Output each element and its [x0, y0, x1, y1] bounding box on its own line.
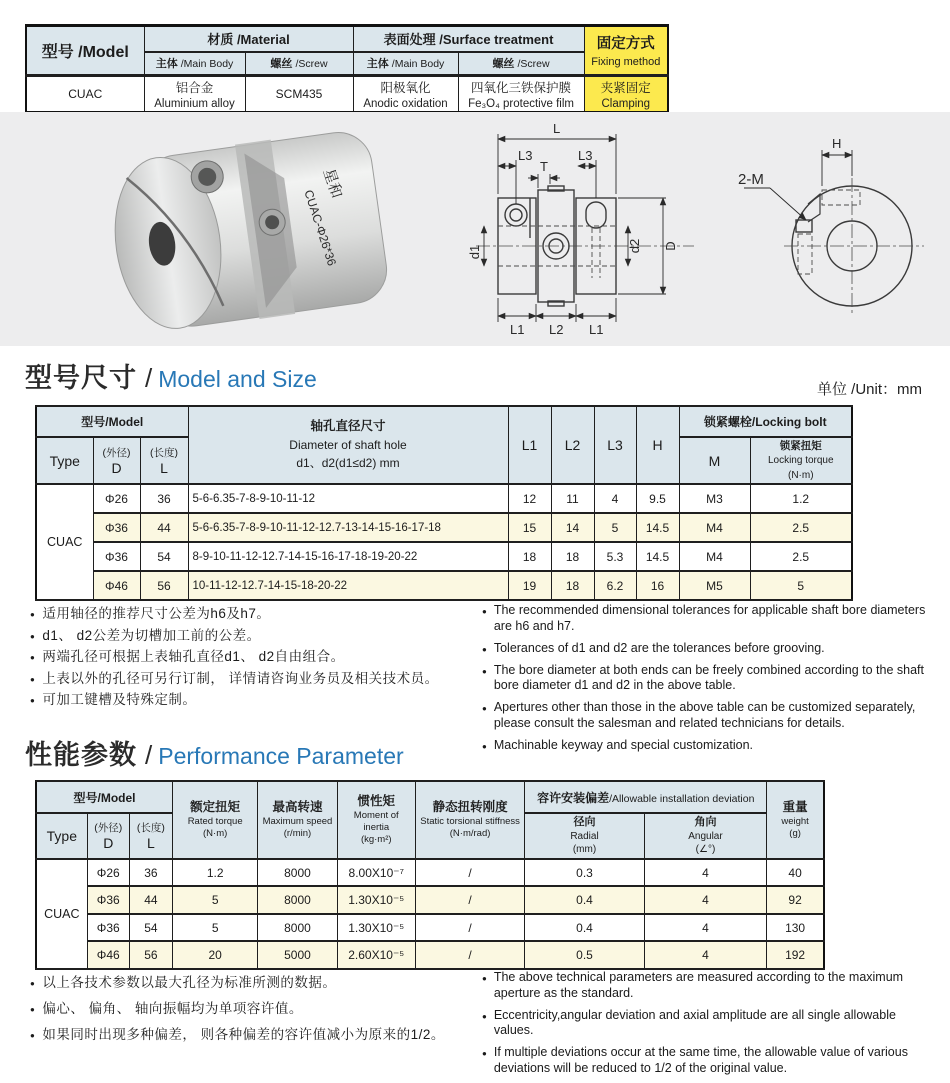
cell-weight: 40: [767, 859, 824, 887]
cell-stiffness: /: [415, 859, 524, 887]
product-photo: [95, 122, 425, 336]
cell-torque: 2.5: [750, 513, 852, 542]
cell-l: 56: [140, 571, 188, 600]
size-l1-header: L1: [508, 406, 551, 484]
spec-table: [25, 24, 669, 114]
bullet-icon: ●: [482, 704, 487, 713]
cell-surface-screw: 四氧化三铁保护膜 Fe₃O₄ protective film: [458, 76, 584, 113]
cell-l1: 18: [508, 542, 551, 571]
fixing-header-zh: 固定方式: [596, 36, 655, 52]
cell-stiffness: /: [415, 914, 524, 942]
dim-label-d1: d1: [467, 244, 482, 260]
cell-l: 36: [140, 484, 188, 513]
section1-en: Model and Size: [158, 366, 317, 392]
section1-zh: 型号尺寸: [25, 363, 137, 393]
perf-d-header: (外径) D: [87, 813, 129, 859]
section-title-performance: [25, 733, 404, 772]
unit-label: 单位 /Unit：mm: [816, 381, 922, 398]
perf-inertia-header: 惯性矩 Moment of inertia (kg·m²): [337, 781, 415, 859]
size-d-header: (外径) D: [93, 437, 140, 484]
spec-model-header: 型号 /Model: [26, 26, 144, 76]
size-l-header: (长度) L: [140, 437, 188, 484]
cell-stiffness: /: [415, 886, 524, 914]
cell-angular: 4: [644, 886, 766, 914]
material-mainbody-header: 主体 /Main Body: [144, 52, 245, 76]
cell-l: 56: [129, 941, 172, 969]
size-locking-bolt-header: 锁紧螺栓/Locking bolt: [679, 406, 852, 437]
spec-material-header: 材质 /Material: [144, 26, 353, 52]
cell-d: Φ26: [93, 484, 140, 513]
note-item: ● The recommended dimensional tolerances for applicable shaft bore diameters are h6 and h7.: [482, 603, 937, 634]
cell-stiffness: /: [415, 941, 524, 969]
cell-l: 54: [129, 914, 172, 942]
cell-l: 54: [140, 542, 188, 571]
cell-model: CUAC: [26, 76, 144, 113]
cell-m: M3: [679, 484, 750, 513]
cell-l3: 5.3: [594, 542, 636, 571]
perf-stiffness-header: 静态扭转刚度 Static torsional stiffness (N·m/rad): [415, 781, 524, 859]
cell-d: Φ46: [93, 571, 140, 600]
technical-drawing-front: [458, 116, 724, 342]
image-banner: [0, 112, 950, 346]
spec-fixing-header: [584, 26, 668, 76]
cell-surface-body: 阳极氧化 Anodic oxidation: [353, 76, 458, 113]
cell-weight: 192: [767, 941, 824, 969]
section1-slash: /: [145, 363, 153, 393]
cell-d: Φ36: [87, 914, 129, 942]
perf-deviation-header: 容许安装偏差/Allowable installation deviation: [525, 781, 767, 813]
perf-table-row: [36, 859, 824, 887]
cell-d: Φ46: [87, 941, 129, 969]
perf-table-row: [36, 914, 824, 942]
size-h-header: H: [636, 406, 679, 484]
dim-label-L1-right: L1: [589, 322, 604, 337]
cell-d: Φ36: [93, 513, 140, 542]
bullet-icon: ●: [30, 653, 36, 662]
note-item: ● Machinable keyway and special customization.: [482, 738, 937, 754]
note-item: ● 如果同时出现多种偏差， 则各种偏差的容许值减小为原来的1/2。: [30, 1022, 482, 1048]
bullet-icon: ●: [30, 674, 36, 684]
cell-bores: 5-6-6.35-7-8-9-10-11-12: [188, 484, 508, 513]
surface-mainbody-header: 主体 /Main Body: [353, 52, 458, 76]
note-item: ● If multiple deviations occur at the same time, the allowable value of various deviations will be reduced to 1/2 of the original value.: [482, 1045, 937, 1076]
dim-label-L3-left: L3: [518, 148, 533, 163]
cell-inertia: 1.30X10⁻⁵: [337, 914, 415, 942]
spec-surface-header: 表面处理 /Surface treatment: [353, 26, 584, 52]
perf-type-header: Type: [36, 813, 87, 859]
note-item: ● The above technical parameters are measured according to the maximum aperture as the standard.: [482, 970, 937, 1001]
cell-h: 14.5: [636, 513, 679, 542]
dim-label-L: L: [553, 121, 561, 136]
size-type-header: Type: [36, 437, 93, 484]
dim-label-d2: d2: [627, 238, 642, 254]
perf-weight-header: 重量 weight (g): [767, 781, 824, 859]
fixing-header-en: Fixing method: [591, 56, 661, 68]
size-table-row: [36, 571, 852, 600]
cell-weight: 130: [767, 914, 824, 942]
note-item: ● The bore diameter at both ends can be freely combined according to the shaft bore diameter d1 and d2 in the above table.: [482, 663, 937, 694]
perf-header-row-1: [36, 781, 824, 813]
note-item: ● 适用轴径的推荐尺寸公差为h6及h7。: [30, 603, 482, 625]
cell-type: CUAC: [36, 484, 93, 600]
perf-model-header: 型号/Model: [36, 781, 173, 813]
cell-rated: 20: [173, 941, 258, 969]
bullet-icon: ●: [30, 631, 36, 641]
perf-table-row: [36, 886, 824, 914]
cell-material-body: 铝合金 Aluminium alloy: [144, 76, 245, 113]
cell-speed: 8000: [258, 914, 337, 942]
cell-h: 9.5: [636, 484, 679, 513]
cell-l1: 15: [508, 513, 551, 542]
model-size-table: [35, 405, 853, 601]
cell-d: Φ36: [87, 886, 129, 914]
cell-torque: 2.5: [750, 542, 852, 571]
size-table-row: [36, 484, 852, 513]
section-title-model-size: [25, 356, 317, 395]
dim-label-L2: L2: [549, 322, 564, 337]
cell-bores: 10-11-12-12.7-14-15-18-20-22: [188, 571, 508, 600]
cell-material-screw: SCM435: [245, 76, 353, 113]
surface-screw-header: 螺丝 /Screw: [458, 52, 584, 76]
technical-drawing-side: [724, 124, 940, 336]
cell-l3: 4: [594, 484, 636, 513]
size-torque-header: 锁紧扭矩 Locking torque (N·m): [750, 437, 852, 484]
size-table-row: [36, 542, 852, 571]
performance-table: [35, 780, 825, 970]
perf-rated-header: 额定扭矩 Rated torque (N·m): [173, 781, 258, 859]
size-header-row-1: [36, 406, 852, 437]
cell-h: 14.5: [636, 542, 679, 571]
dim-label-H: H: [832, 136, 842, 151]
perf-notes-zh: [30, 970, 482, 1083]
cell-l3: 6.2: [594, 571, 636, 600]
bullet-icon: ●: [482, 741, 487, 751]
cell-d: Φ26: [87, 859, 129, 887]
perf-l-header: (长度) L: [129, 813, 172, 859]
section2-slash: /: [145, 740, 153, 770]
cell-speed: 5000: [258, 941, 337, 969]
note-item: ● 可加工键槽及特殊定制。: [30, 689, 482, 711]
cell-l2: 18: [551, 542, 594, 571]
section2-zh: 性能参数: [25, 740, 137, 770]
cell-l2: 18: [551, 571, 594, 600]
bullet-icon: ●: [30, 610, 36, 619]
performance-notes: [30, 970, 937, 1083]
cell-radial: 0.5: [525, 941, 644, 969]
size-notes-en: [482, 603, 937, 760]
size-model-header: 型号/Model: [36, 406, 188, 437]
note-item: ● Tolerances of d1 and d2 are the tolerances before grooving.: [482, 641, 937, 657]
cell-bores: 8-9-10-11-12-12.7-14-15-16-17-18-19-20-22: [188, 542, 508, 571]
cell-speed: 8000: [258, 886, 337, 914]
note-item: ● Eccentricity,angular deviation and axial amplitude are all single allowable values.: [482, 1008, 937, 1039]
cell-m: M5: [679, 571, 750, 600]
cell-h: 16: [636, 571, 679, 600]
cell-inertia: 1.30X10⁻⁵: [337, 886, 415, 914]
cell-l: 44: [140, 513, 188, 542]
cell-angular: 4: [644, 914, 766, 942]
bullet-icon: ●: [482, 1011, 487, 1021]
cell-rated: 5: [173, 914, 258, 942]
spec-data-row: [26, 76, 668, 113]
bullet-icon: ●: [30, 1005, 36, 1014]
note-item: ● 以上各技术参数以最大孔径为标准所测的数据。: [30, 970, 482, 996]
cell-l2: 11: [551, 484, 594, 513]
cell-radial: 0.4: [525, 914, 644, 942]
bullet-icon: ●: [30, 696, 36, 705]
perf-speed-header: 最高转速 Maximum speed (r/min): [258, 781, 337, 859]
cell-inertia: 2.60X10⁻⁵: [337, 941, 415, 969]
material-screw-header: 螺丝 /Screw: [245, 52, 353, 76]
cell-l: 36: [129, 859, 172, 887]
size-l2-header: L2: [551, 406, 594, 484]
cell-weight: 92: [767, 886, 824, 914]
cell-torque: 5: [750, 571, 852, 600]
cell-bores: 5-6-6.35-7-8-9-10-11-12-12.7-13-14-15-16-17-18: [188, 513, 508, 542]
section2-en: Performance Parameter: [158, 743, 404, 769]
note-item: ● 两端孔径可根据上表轴孔直径d1、 d2自由组合。: [30, 646, 482, 668]
perf-radial-header: 径向 Radial (mm): [525, 813, 644, 859]
bullet-icon: ●: [30, 1031, 36, 1040]
bullet-icon: ●: [482, 666, 487, 676]
cell-m: M4: [679, 513, 750, 542]
cell-rated: 5: [173, 886, 258, 914]
cell-speed: 8000: [258, 859, 337, 887]
cell-angular: 4: [644, 941, 766, 969]
cell-rated: 1.2: [173, 859, 258, 887]
cell-l2: 14: [551, 513, 594, 542]
note-item: ● 偏心、 偏角、 轴向振幅均为单项容许值。: [30, 996, 482, 1022]
size-bore-header: 轴孔直径尺寸 Diameter of shaft hole d1、d2(d1≤d2) mm: [188, 406, 508, 484]
dim-label-D: D: [663, 241, 678, 251]
dim-label-L3-right: L3: [578, 148, 593, 163]
note-item: ● 上表以外的孔径可另行订制， 详情请咨询业务员及相关技术员。: [30, 668, 482, 690]
cell-l: 44: [129, 886, 172, 914]
cell-inertia: 8.00X10⁻⁷: [337, 859, 415, 887]
size-table-row: [36, 513, 852, 542]
size-m-header: M: [679, 437, 750, 484]
bullet-icon: ●: [482, 607, 487, 616]
photo-brand-text: 星和: [319, 166, 346, 201]
cell-l1: 12: [508, 484, 551, 513]
cell-l1: 19: [508, 571, 551, 600]
cell-torque: 1.2: [750, 484, 852, 513]
note-item: ● Apertures other than those in the above table can be customized separately, please consult the salesman and related technicians for details.: [482, 700, 937, 731]
dim-label-L1-left: L1: [510, 322, 525, 337]
cell-l3: 5: [594, 513, 636, 542]
perf-angular-header: 角向 Angular (∠°): [644, 813, 766, 859]
cell-m: M4: [679, 542, 750, 571]
bullet-icon: ●: [482, 644, 487, 654]
dim-label-T: T: [540, 159, 548, 174]
dim-label-2M: 2-M: [738, 171, 764, 188]
photo-model-text: CUAC-Φ26*36: [301, 188, 340, 268]
size-l3-header: L3: [594, 406, 636, 484]
bullet-icon: ●: [482, 1049, 487, 1058]
cell-radial: 0.3: [525, 859, 644, 887]
cell-type: CUAC: [36, 859, 87, 969]
cell-angular: 4: [644, 859, 766, 887]
spec-header-row-1: [26, 26, 668, 52]
cell-d: Φ36: [93, 542, 140, 571]
note-item: ● d1、 d2公差为切槽加工前的公差。: [30, 625, 482, 647]
cell-radial: 0.4: [525, 886, 644, 914]
cell-fixing: 夹紧固定 Clamping: [584, 76, 668, 113]
perf-notes-en: [482, 970, 937, 1083]
bullet-icon: ●: [482, 974, 487, 983]
perf-table-row: [36, 941, 824, 969]
bullet-icon: ●: [30, 979, 36, 988]
